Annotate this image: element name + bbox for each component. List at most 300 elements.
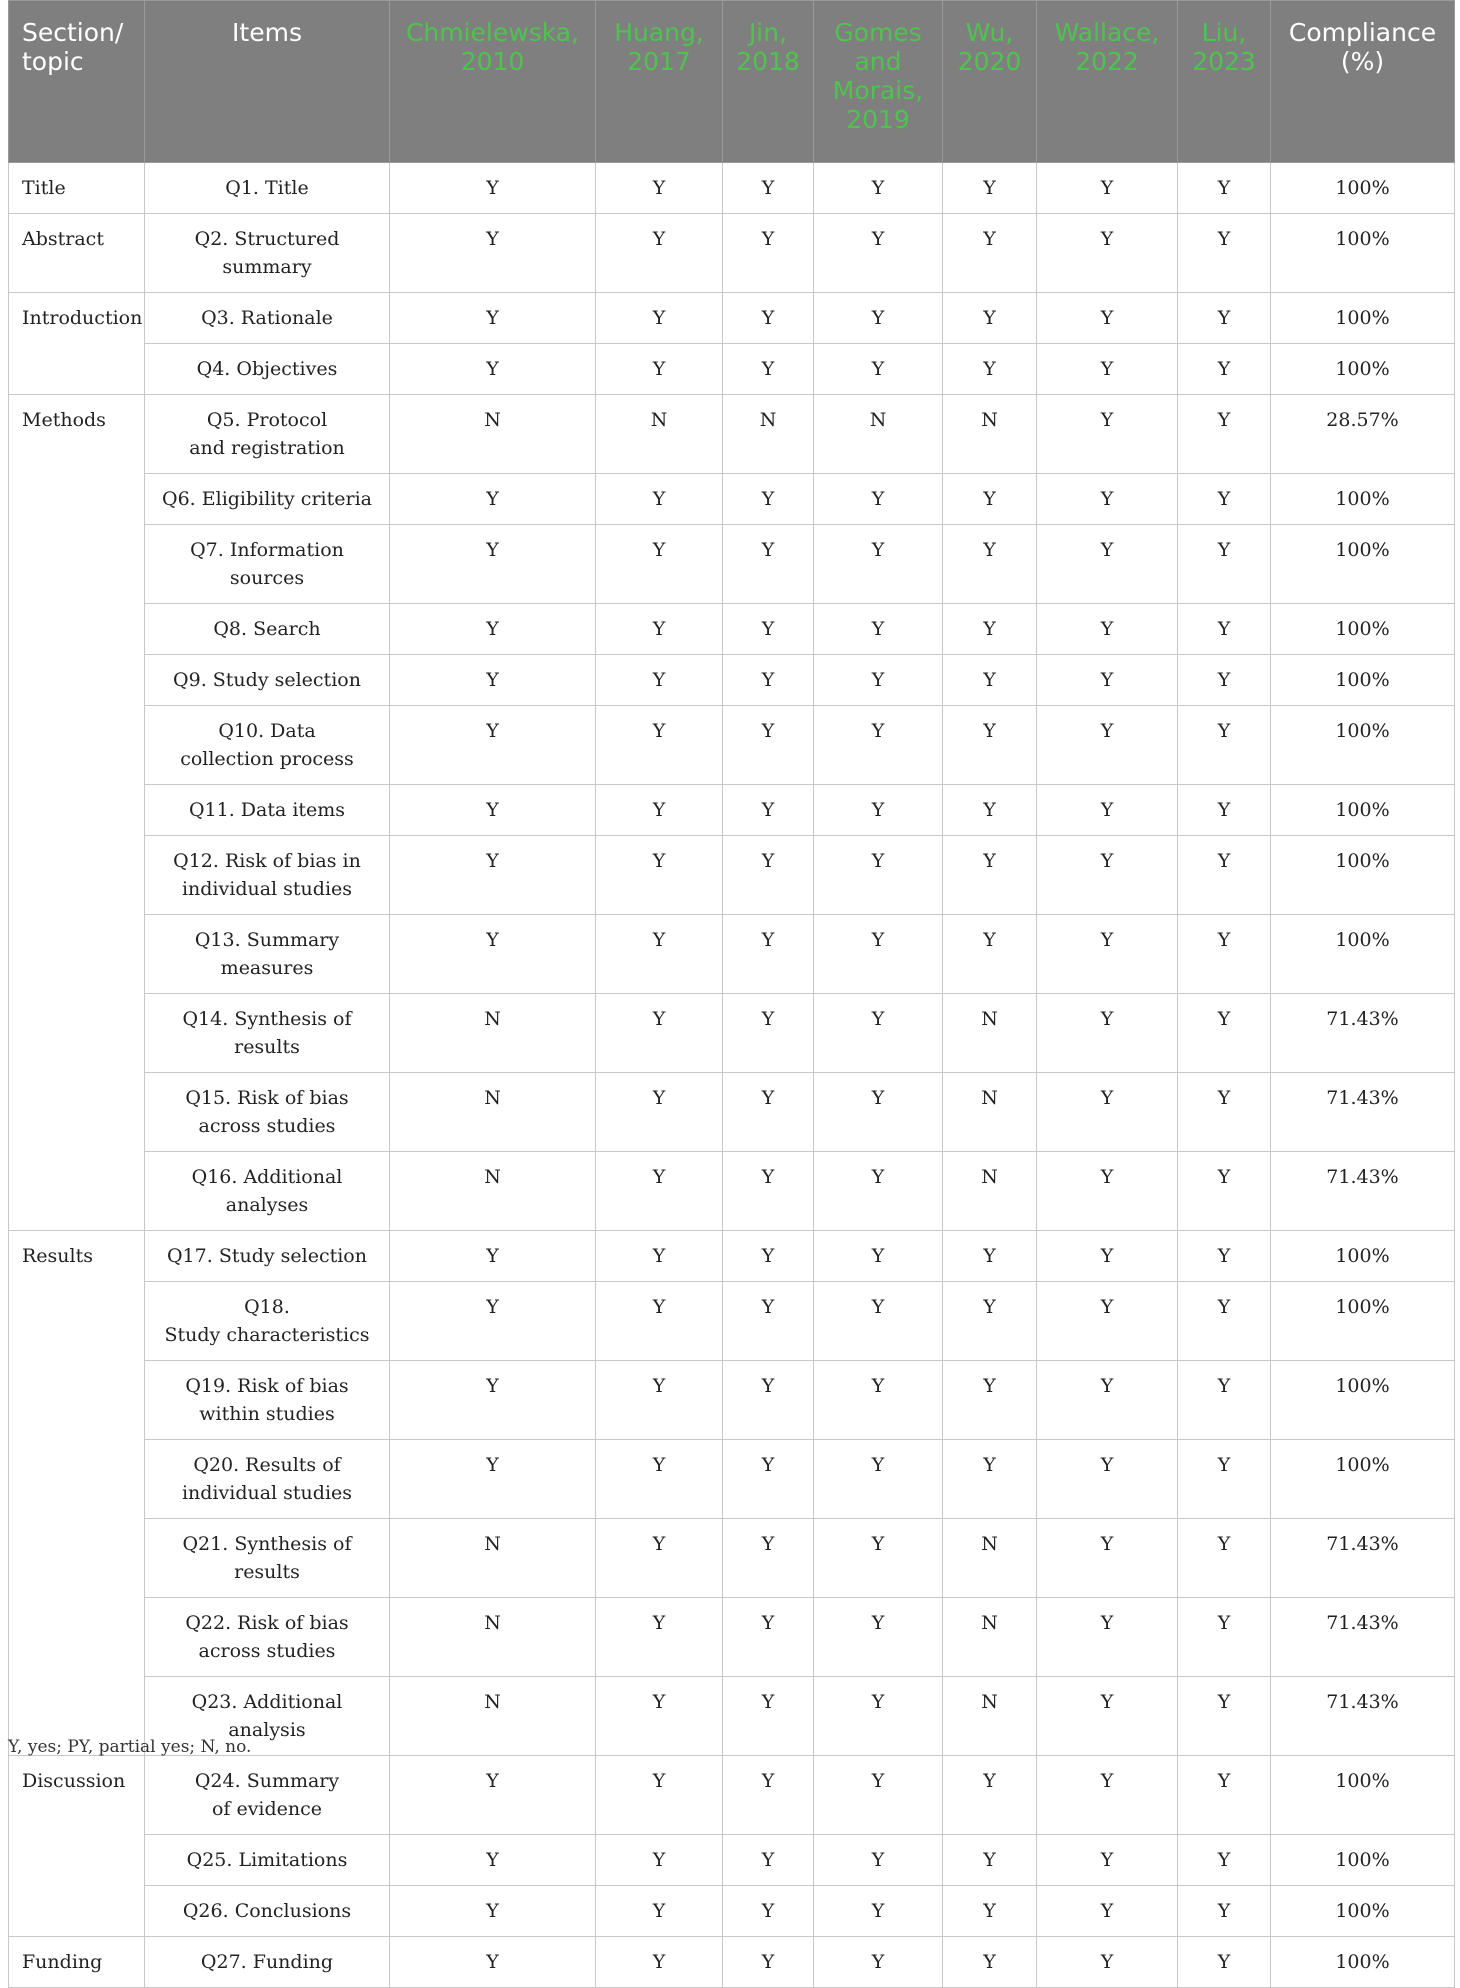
- value-cell: Y: [390, 293, 596, 344]
- value-cell: Y: [596, 1519, 723, 1598]
- section-cell: [9, 785, 145, 836]
- prisma-compliance-table: [8, 0, 1455, 1988]
- value-cell: Y: [723, 915, 814, 994]
- value-cell: Y: [1037, 1073, 1178, 1152]
- item-cell: Q27. Funding: [145, 1937, 390, 1988]
- value-cell: Y: [723, 994, 814, 1073]
- value-cell: Y: [596, 1152, 723, 1231]
- header-study: Chmielewska, 2010: [390, 1, 596, 163]
- item-cell: Q24. Summary of evidence: [145, 1756, 390, 1835]
- value-cell: Y: [814, 1282, 943, 1361]
- table-row: [9, 1073, 1455, 1152]
- table-row: [9, 1282, 1455, 1361]
- section-cell: [9, 1598, 145, 1677]
- value-cell: Y: [814, 1519, 943, 1598]
- item-cell: Q15. Risk of bias across studies: [145, 1073, 390, 1152]
- value-cell: Y: [1178, 785, 1271, 836]
- value-cell: N: [943, 395, 1037, 474]
- header-study: Wu, 2020: [943, 1, 1037, 163]
- value-cell: Y: [596, 915, 723, 994]
- value-cell: Y: [723, 525, 814, 604]
- table-row: [9, 706, 1455, 785]
- table-row: [9, 1886, 1455, 1937]
- value-cell: Y: [1037, 163, 1178, 214]
- item-cell: Q7. Information sources: [145, 525, 390, 604]
- table-row: [9, 785, 1455, 836]
- section-cell: [9, 994, 145, 1073]
- item-cell: Q13. Summary measures: [145, 915, 390, 994]
- value-cell: Y: [723, 1835, 814, 1886]
- item-cell: Q14. Synthesis of results: [145, 994, 390, 1073]
- compliance-cell: 100%: [1271, 1231, 1455, 1282]
- table-row: [9, 163, 1455, 214]
- value-cell: Y: [390, 344, 596, 395]
- section-cell: [9, 1282, 145, 1361]
- value-cell: Y: [1178, 395, 1271, 474]
- value-cell: Y: [596, 1937, 723, 1988]
- table-row: [9, 1519, 1455, 1598]
- compliance-cell: 100%: [1271, 344, 1455, 395]
- section-cell: [9, 344, 145, 395]
- value-cell: N: [943, 1598, 1037, 1677]
- value-cell: Y: [814, 915, 943, 994]
- section-cell: [9, 1152, 145, 1231]
- header-study: Jin, 2018: [723, 1, 814, 163]
- table-row: [9, 655, 1455, 706]
- value-cell: Y: [596, 293, 723, 344]
- value-cell: Y: [814, 163, 943, 214]
- item-cell: Q23. Additional analysis: [145, 1677, 390, 1756]
- table-row: [9, 344, 1455, 395]
- value-cell: Y: [814, 214, 943, 293]
- section-cell: [9, 1886, 145, 1937]
- item-cell: Q17. Study selection: [145, 1231, 390, 1282]
- value-cell: Y: [723, 1073, 814, 1152]
- value-cell: Y: [943, 785, 1037, 836]
- compliance-cell: 100%: [1271, 1361, 1455, 1440]
- header-study: Gomes and Morais, 2019: [814, 1, 943, 163]
- value-cell: Y: [723, 604, 814, 655]
- value-cell: Y: [1178, 1152, 1271, 1231]
- value-cell: Y: [814, 785, 943, 836]
- value-cell: Y: [723, 706, 814, 785]
- table-row: [9, 293, 1455, 344]
- item-cell: Q10. Data collection process: [145, 706, 390, 785]
- value-cell: Y: [1178, 1886, 1271, 1937]
- value-cell: Y: [390, 1440, 596, 1519]
- value-cell: Y: [596, 1598, 723, 1677]
- value-cell: Y: [390, 785, 596, 836]
- value-cell: Y: [943, 655, 1037, 706]
- table-row: [9, 1756, 1455, 1835]
- value-cell: Y: [943, 1361, 1037, 1440]
- value-cell: Y: [814, 1152, 943, 1231]
- item-cell: Q8. Search: [145, 604, 390, 655]
- table-row: [9, 1835, 1455, 1886]
- value-cell: Y: [1178, 1440, 1271, 1519]
- table-body: [9, 163, 1455, 1988]
- section-cell: Abstract: [9, 214, 145, 293]
- value-cell: Y: [723, 214, 814, 293]
- value-cell: Y: [1178, 163, 1271, 214]
- table-row: [9, 474, 1455, 525]
- value-cell: Y: [943, 604, 1037, 655]
- compliance-cell: 100%: [1271, 1440, 1455, 1519]
- table-row: [9, 1361, 1455, 1440]
- item-cell: Q3. Rationale: [145, 293, 390, 344]
- value-cell: Y: [1037, 836, 1178, 915]
- value-cell: Y: [596, 604, 723, 655]
- item-cell: Q18. Study characteristics: [145, 1282, 390, 1361]
- value-cell: Y: [1037, 1440, 1178, 1519]
- value-cell: Y: [390, 1361, 596, 1440]
- value-cell: Y: [723, 293, 814, 344]
- table-row: [9, 836, 1455, 915]
- value-cell: Y: [1178, 994, 1271, 1073]
- header-study: Wallace, 2022: [1037, 1, 1178, 163]
- compliance-cell: 71.43%: [1271, 1598, 1455, 1677]
- value-cell: N: [723, 395, 814, 474]
- value-cell: Y: [814, 293, 943, 344]
- compliance-cell: 28.57%: [1271, 395, 1455, 474]
- value-cell: Y: [596, 1440, 723, 1519]
- value-cell: Y: [390, 1937, 596, 1988]
- value-cell: Y: [723, 1231, 814, 1282]
- compliance-cell: 100%: [1271, 915, 1455, 994]
- value-cell: Y: [943, 706, 1037, 785]
- value-cell: N: [390, 1519, 596, 1598]
- value-cell: N: [943, 1677, 1037, 1756]
- table-row: [9, 1231, 1455, 1282]
- value-cell: Y: [814, 525, 943, 604]
- value-cell: Y: [596, 474, 723, 525]
- value-cell: Y: [1037, 785, 1178, 836]
- item-cell: Q21. Synthesis of results: [145, 1519, 390, 1598]
- value-cell: Y: [814, 1756, 943, 1835]
- value-cell: Y: [943, 214, 1037, 293]
- value-cell: Y: [723, 1756, 814, 1835]
- value-cell: Y: [1178, 293, 1271, 344]
- value-cell: Y: [814, 1677, 943, 1756]
- value-cell: Y: [596, 1073, 723, 1152]
- value-cell: Y: [1037, 1886, 1178, 1937]
- value-cell: N: [943, 1073, 1037, 1152]
- section-cell: [9, 1073, 145, 1152]
- compliance-cell: 100%: [1271, 1835, 1455, 1886]
- table-row: [9, 525, 1455, 604]
- compliance-cell: 100%: [1271, 1937, 1455, 1988]
- value-cell: Y: [814, 1440, 943, 1519]
- value-cell: Y: [943, 293, 1037, 344]
- value-cell: Y: [814, 1937, 943, 1988]
- header-section: Section/ topic: [9, 1, 145, 163]
- item-cell: Q20. Results of individual studies: [145, 1440, 390, 1519]
- value-cell: Y: [723, 655, 814, 706]
- compliance-cell: 100%: [1271, 785, 1455, 836]
- compliance-cell: 100%: [1271, 1886, 1455, 1937]
- value-cell: Y: [1037, 655, 1178, 706]
- header-study: Liu, 2023: [1178, 1, 1271, 163]
- table-row: [9, 1598, 1455, 1677]
- value-cell: Y: [814, 655, 943, 706]
- compliance-cell: 71.43%: [1271, 1152, 1455, 1231]
- value-cell: Y: [814, 604, 943, 655]
- value-cell: Y: [943, 1756, 1037, 1835]
- section-cell: [9, 1519, 145, 1598]
- value-cell: Y: [723, 1152, 814, 1231]
- value-cell: Y: [1178, 836, 1271, 915]
- item-cell: Q26. Conclusions: [145, 1886, 390, 1937]
- value-cell: Y: [723, 1937, 814, 1988]
- table-footnote: Y, yes; PY, partial yes; N, no.: [8, 1737, 252, 1757]
- value-cell: N: [390, 1598, 596, 1677]
- value-cell: Y: [943, 163, 1037, 214]
- value-cell: Y: [1037, 1231, 1178, 1282]
- section-cell: [9, 525, 145, 604]
- section-cell: Introduction: [9, 293, 145, 344]
- item-cell: Q16. Additional analyses: [145, 1152, 390, 1231]
- table-row: [9, 1440, 1455, 1519]
- value-cell: Y: [723, 1282, 814, 1361]
- compliance-cell: 100%: [1271, 525, 1455, 604]
- value-cell: Y: [1178, 706, 1271, 785]
- compliance-cell: 100%: [1271, 1282, 1455, 1361]
- value-cell: Y: [814, 836, 943, 915]
- value-cell: Y: [596, 836, 723, 915]
- value-cell: N: [943, 1152, 1037, 1231]
- item-cell: Q5. Protocol and registration: [145, 395, 390, 474]
- value-cell: Y: [943, 1886, 1037, 1937]
- value-cell: Y: [723, 1886, 814, 1937]
- value-cell: Y: [596, 1361, 723, 1440]
- table-row: [9, 1152, 1455, 1231]
- value-cell: Y: [723, 474, 814, 525]
- item-cell: Q25. Limitations: [145, 1835, 390, 1886]
- value-cell: Y: [943, 1282, 1037, 1361]
- value-cell: Y: [390, 655, 596, 706]
- compliance-cell: 71.43%: [1271, 1073, 1455, 1152]
- value-cell: Y: [723, 1598, 814, 1677]
- section-cell: [9, 655, 145, 706]
- value-cell: Y: [814, 1886, 943, 1937]
- item-cell: Q1. Title: [145, 163, 390, 214]
- table-row: [9, 1937, 1455, 1988]
- value-cell: Y: [1037, 474, 1178, 525]
- value-cell: N: [596, 395, 723, 474]
- value-cell: Y: [1037, 1677, 1178, 1756]
- value-cell: Y: [390, 163, 596, 214]
- header-compliance: Compliance (%): [1271, 1, 1455, 163]
- value-cell: Y: [596, 1677, 723, 1756]
- value-cell: Y: [814, 1598, 943, 1677]
- item-cell: Q19. Risk of bias within studies: [145, 1361, 390, 1440]
- item-cell: Q12. Risk of bias in individual studies: [145, 836, 390, 915]
- compliance-cell: 100%: [1271, 836, 1455, 915]
- value-cell: Y: [943, 1835, 1037, 1886]
- compliance-cell: 71.43%: [1271, 994, 1455, 1073]
- value-cell: Y: [390, 706, 596, 785]
- value-cell: Y: [596, 163, 723, 214]
- value-cell: Y: [390, 1756, 596, 1835]
- value-cell: Y: [390, 525, 596, 604]
- header-study: Huang, 2017: [596, 1, 723, 163]
- value-cell: Y: [723, 1361, 814, 1440]
- item-cell: Q9. Study selection: [145, 655, 390, 706]
- value-cell: Y: [390, 1282, 596, 1361]
- value-cell: Y: [723, 163, 814, 214]
- compliance-cell: 100%: [1271, 163, 1455, 214]
- value-cell: Y: [390, 214, 596, 293]
- section-cell: [9, 706, 145, 785]
- value-cell: Y: [1037, 1282, 1178, 1361]
- value-cell: Y: [596, 994, 723, 1073]
- value-cell: Y: [1178, 1756, 1271, 1835]
- compliance-cell: 71.43%: [1271, 1677, 1455, 1756]
- value-cell: Y: [1037, 604, 1178, 655]
- compliance-cell: 100%: [1271, 1756, 1455, 1835]
- value-cell: Y: [596, 706, 723, 785]
- header-row: [9, 1, 1455, 163]
- value-cell: N: [390, 1677, 596, 1756]
- value-cell: Y: [723, 836, 814, 915]
- value-cell: Y: [1178, 344, 1271, 395]
- value-cell: Y: [1037, 1937, 1178, 1988]
- value-cell: Y: [596, 525, 723, 604]
- value-cell: Y: [596, 655, 723, 706]
- section-cell: Funding: [9, 1937, 145, 1988]
- value-cell: Y: [1178, 1677, 1271, 1756]
- value-cell: Y: [943, 344, 1037, 395]
- value-cell: Y: [1178, 1231, 1271, 1282]
- value-cell: Y: [1178, 915, 1271, 994]
- table-container: [8, 0, 1454, 1988]
- section-cell: [9, 836, 145, 915]
- section-cell: [9, 1835, 145, 1886]
- value-cell: Y: [943, 915, 1037, 994]
- value-cell: Y: [1178, 214, 1271, 293]
- value-cell: Y: [1178, 1282, 1271, 1361]
- compliance-cell: 100%: [1271, 604, 1455, 655]
- value-cell: Y: [390, 836, 596, 915]
- value-cell: Y: [1037, 915, 1178, 994]
- value-cell: Y: [390, 604, 596, 655]
- value-cell: Y: [390, 1886, 596, 1937]
- value-cell: Y: [1178, 1835, 1271, 1886]
- value-cell: Y: [1037, 293, 1178, 344]
- item-cell: Q2. Structured summary: [145, 214, 390, 293]
- item-cell: Q22. Risk of bias across studies: [145, 1598, 390, 1677]
- value-cell: Y: [1037, 1598, 1178, 1677]
- value-cell: Y: [1037, 344, 1178, 395]
- compliance-cell: 71.43%: [1271, 1519, 1455, 1598]
- value-cell: Y: [943, 1231, 1037, 1282]
- section-cell: [9, 1361, 145, 1440]
- value-cell: Y: [723, 1440, 814, 1519]
- value-cell: N: [390, 1073, 596, 1152]
- value-cell: Y: [814, 474, 943, 525]
- table-row: [9, 395, 1455, 474]
- section-cell: [9, 474, 145, 525]
- value-cell: Y: [814, 706, 943, 785]
- value-cell: Y: [1037, 395, 1178, 474]
- value-cell: Y: [1037, 1756, 1178, 1835]
- value-cell: Y: [814, 1835, 943, 1886]
- section-cell: Discussion: [9, 1756, 145, 1835]
- value-cell: N: [943, 994, 1037, 1073]
- header-items: Items: [145, 1, 390, 163]
- value-cell: Y: [596, 344, 723, 395]
- value-cell: Y: [723, 1519, 814, 1598]
- section-cell: Methods: [9, 395, 145, 474]
- value-cell: Y: [1178, 1073, 1271, 1152]
- value-cell: N: [943, 1519, 1037, 1598]
- item-cell: Q11. Data items: [145, 785, 390, 836]
- value-cell: Y: [596, 1886, 723, 1937]
- value-cell: Y: [596, 1835, 723, 1886]
- value-cell: Y: [596, 1282, 723, 1361]
- value-cell: Y: [596, 1756, 723, 1835]
- value-cell: Y: [596, 1231, 723, 1282]
- table-row: [9, 915, 1455, 994]
- section-cell: Results: [9, 1231, 145, 1282]
- section-cell: [9, 604, 145, 655]
- value-cell: Y: [943, 1440, 1037, 1519]
- compliance-cell: 100%: [1271, 474, 1455, 525]
- value-cell: Y: [814, 344, 943, 395]
- value-cell: Y: [1178, 1937, 1271, 1988]
- table-row: [9, 994, 1455, 1073]
- value-cell: Y: [1037, 706, 1178, 785]
- table-row: [9, 214, 1455, 293]
- value-cell: Y: [390, 474, 596, 525]
- value-cell: Y: [723, 1677, 814, 1756]
- compliance-cell: 100%: [1271, 214, 1455, 293]
- value-cell: Y: [943, 836, 1037, 915]
- value-cell: N: [390, 395, 596, 474]
- value-cell: Y: [1178, 525, 1271, 604]
- value-cell: Y: [943, 525, 1037, 604]
- value-cell: Y: [1037, 1519, 1178, 1598]
- value-cell: Y: [596, 214, 723, 293]
- value-cell: Y: [814, 1361, 943, 1440]
- item-cell: Q4. Objectives: [145, 344, 390, 395]
- value-cell: Y: [943, 1937, 1037, 1988]
- value-cell: Y: [1037, 1835, 1178, 1886]
- value-cell: Y: [1178, 604, 1271, 655]
- value-cell: Y: [1178, 1598, 1271, 1677]
- value-cell: N: [390, 1152, 596, 1231]
- value-cell: Y: [1178, 1361, 1271, 1440]
- value-cell: Y: [390, 1231, 596, 1282]
- section-cell: [9, 915, 145, 994]
- value-cell: Y: [1037, 1152, 1178, 1231]
- compliance-cell: 100%: [1271, 293, 1455, 344]
- table-row: [9, 604, 1455, 655]
- value-cell: Y: [1178, 655, 1271, 706]
- value-cell: Y: [596, 785, 723, 836]
- value-cell: Y: [1037, 525, 1178, 604]
- item-cell: Q6. Eligibility criteria: [145, 474, 390, 525]
- value-cell: Y: [723, 344, 814, 395]
- value-cell: Y: [1037, 1361, 1178, 1440]
- value-cell: Y: [1178, 1519, 1271, 1598]
- section-cell: Title: [9, 163, 145, 214]
- value-cell: Y: [814, 1231, 943, 1282]
- value-cell: Y: [1178, 474, 1271, 525]
- section-cell: [9, 1440, 145, 1519]
- value-cell: N: [390, 994, 596, 1073]
- value-cell: Y: [814, 994, 943, 1073]
